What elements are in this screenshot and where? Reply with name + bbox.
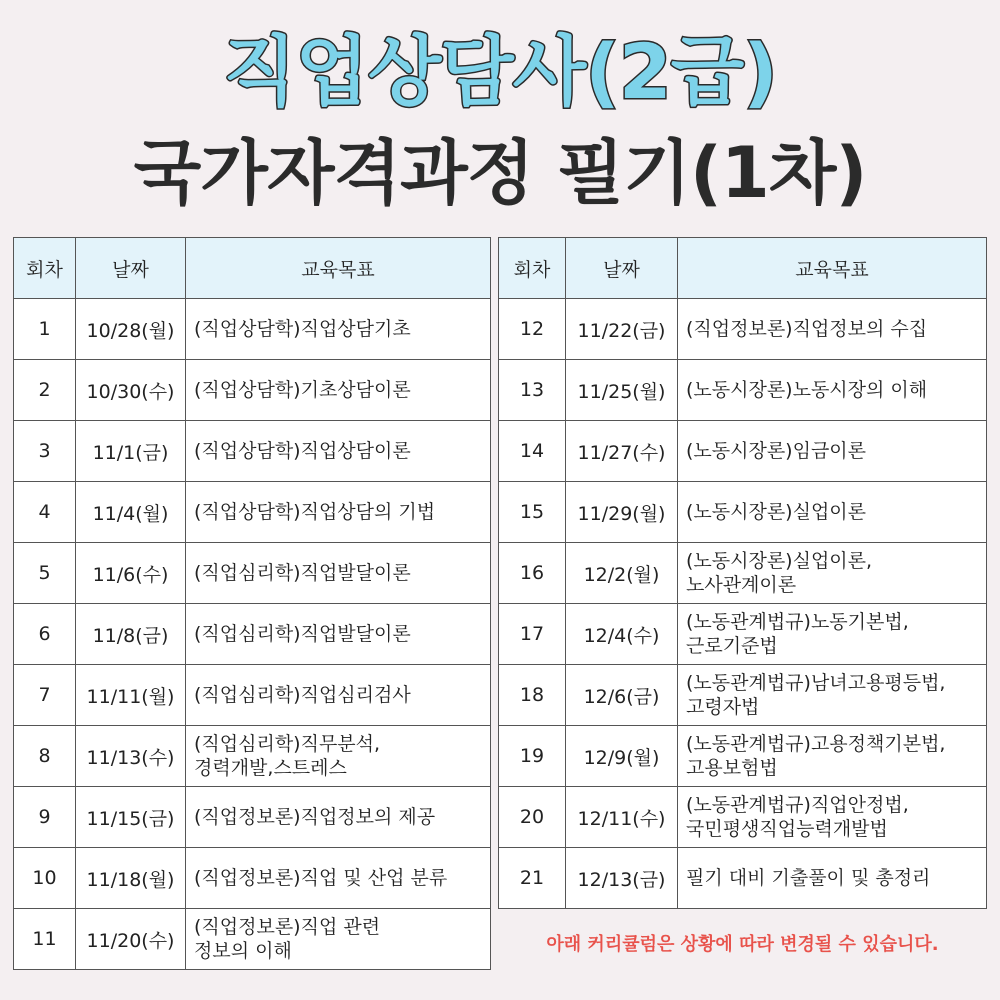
session-date: 11/20(수) [76, 909, 186, 970]
schedule-table-left [13, 237, 491, 970]
session-goal [186, 726, 491, 787]
session-number: 18 [499, 665, 566, 726]
table-row [499, 726, 987, 787]
table-row [14, 665, 491, 726]
table-header-row [499, 238, 987, 299]
session-date: 10/28(월) [76, 299, 186, 360]
table-row [499, 421, 987, 482]
session-number: 9 [14, 787, 76, 848]
table-row [14, 604, 491, 665]
table-row [14, 543, 491, 604]
curriculum-notice: 아래 커리큘럼은 상황에 따라 변경될 수 있습니다. [546, 934, 939, 955]
goal-line: 고령자법 [686, 696, 760, 718]
goal-line: 근로기준법 [686, 635, 778, 657]
session-number: 21 [499, 848, 566, 909]
main-title: 직업상담사(2급) [223, 27, 777, 116]
session-date: 12/2(월) [566, 543, 678, 604]
goal-line: (직업상담학)기초상담이론 [194, 379, 411, 401]
header-date: 날짜 [566, 238, 678, 299]
goal-line: 필기 대비 기출풀이 및 총정리 [686, 867, 931, 889]
header-date: 날짜 [76, 238, 186, 299]
goal-line: (직업심리학)직업발달이론 [194, 623, 411, 645]
session-number: 6 [14, 604, 76, 665]
session-date: 11/27(수) [566, 421, 678, 482]
goal-line: (직업심리학)직업심리검사 [194, 684, 411, 706]
session-date: 12/4(수) [566, 604, 678, 665]
goal-line: 정보의 이해 [194, 940, 292, 962]
table-header-row [14, 238, 491, 299]
session-number: 3 [14, 421, 76, 482]
session-date: 12/11(수) [566, 787, 678, 848]
session-goal [678, 726, 987, 787]
session-goal [678, 421, 987, 482]
session-number: 17 [499, 604, 566, 665]
session-number: 14 [499, 421, 566, 482]
goal-line: (노동관계법규)노동기본법, [686, 611, 909, 633]
session-goal [678, 604, 987, 665]
session-goal [186, 482, 491, 543]
session-date: 10/30(수) [76, 360, 186, 421]
session-date: 11/29(월) [566, 482, 678, 543]
session-date: 11/4(월) [76, 482, 186, 543]
session-date: 11/18(월) [76, 848, 186, 909]
session-goal [186, 604, 491, 665]
session-number: 5 [14, 543, 76, 604]
goal-line: (노동관계법규)직업안정법, [686, 794, 909, 816]
session-number: 4 [14, 482, 76, 543]
table-row [499, 299, 987, 360]
table-row [499, 360, 987, 421]
session-goal [678, 360, 987, 421]
table-row [499, 482, 987, 543]
goal-line: (직업상담학)직업상담의 기법 [194, 501, 436, 523]
session-goal [186, 665, 491, 726]
goal-line: (노동시장론)임금이론 [686, 440, 867, 462]
session-date: 12/9(월) [566, 726, 678, 787]
table-row [499, 543, 987, 604]
session-goal [678, 299, 987, 360]
goal-line: (직업심리학)직무분석, [194, 733, 381, 755]
session-number: 12 [499, 299, 566, 360]
goal-line: (직업정보론)직업정보의 제공 [194, 806, 436, 828]
table-row [14, 909, 491, 970]
table-row [14, 360, 491, 421]
table-row [499, 848, 987, 909]
goal-line: 경력개발,스트레스 [194, 757, 347, 779]
session-goal [678, 848, 987, 909]
header-goal: 교육목표 [186, 238, 491, 299]
table-row [499, 665, 987, 726]
session-date: 11/6(수) [76, 543, 186, 604]
session-number: 7 [14, 665, 76, 726]
session-goal [186, 543, 491, 604]
goal-line: (직업상담학)직업상담기초 [194, 318, 411, 340]
session-number: 20 [499, 787, 566, 848]
session-number: 16 [499, 543, 566, 604]
session-goal [186, 299, 491, 360]
session-goal [186, 848, 491, 909]
table-row [14, 848, 491, 909]
session-number: 10 [14, 848, 76, 909]
session-goal [678, 482, 987, 543]
goal-line: 고용보험법 [686, 757, 778, 779]
header-session: 회차 [499, 238, 566, 299]
session-goal [186, 360, 491, 421]
session-number: 11 [14, 909, 76, 970]
session-number: 2 [14, 360, 76, 421]
schedule-table-right [498, 237, 987, 909]
header-session: 회차 [14, 238, 76, 299]
goal-line: (노동관계법규)남녀고용평등법, [686, 672, 946, 694]
goal-line: (직업정보론)직업 관련 [194, 916, 381, 938]
goal-line: (직업심리학)직업발달이론 [194, 562, 411, 584]
session-goal [186, 909, 491, 970]
goal-line: (노동관계법규)고용정책기본법, [686, 733, 946, 755]
session-number: 8 [14, 726, 76, 787]
session-date: 11/25(월) [566, 360, 678, 421]
table-row [499, 787, 987, 848]
session-date: 11/8(금) [76, 604, 186, 665]
goal-line: (노동시장론)실업이론 [686, 501, 867, 523]
table-row [499, 604, 987, 665]
session-goal [678, 665, 987, 726]
session-date: 11/13(수) [76, 726, 186, 787]
session-goal [186, 421, 491, 482]
goal-line: (직업정보론)직업 및 산업 분류 [194, 867, 448, 889]
table-body-left [14, 299, 491, 970]
sub-title: 국가자격과정 필기(1차) [133, 132, 867, 214]
table-row [14, 421, 491, 482]
session-goal [678, 543, 987, 604]
session-number: 19 [499, 726, 566, 787]
goal-line: (노동시장론)실업이론, [686, 550, 873, 572]
session-date: 11/15(금) [76, 787, 186, 848]
session-goal [186, 787, 491, 848]
table-row [14, 299, 491, 360]
goal-line: 노사관계이론 [686, 574, 797, 596]
goal-line: (직업정보론)직업정보의 수집 [686, 318, 928, 340]
goal-line: 국민평생직업능력개발법 [686, 818, 888, 840]
table-row [14, 787, 491, 848]
session-number: 1 [14, 299, 76, 360]
table-row [14, 726, 491, 787]
header-goal: 교육목표 [678, 238, 987, 299]
session-date: 12/6(금) [566, 665, 678, 726]
session-number: 13 [499, 360, 566, 421]
goal-line: (직업상담학)직업상담이론 [194, 440, 411, 462]
table-row [14, 482, 491, 543]
session-number: 15 [499, 482, 566, 543]
session-date: 11/11(월) [76, 665, 186, 726]
session-date: 11/22(금) [566, 299, 678, 360]
goal-line: (노동시장론)노동시장의 이해 [686, 379, 928, 401]
session-goal [678, 787, 987, 848]
session-date: 11/1(금) [76, 421, 186, 482]
session-date: 12/13(금) [566, 848, 678, 909]
table-body-right [499, 299, 987, 909]
